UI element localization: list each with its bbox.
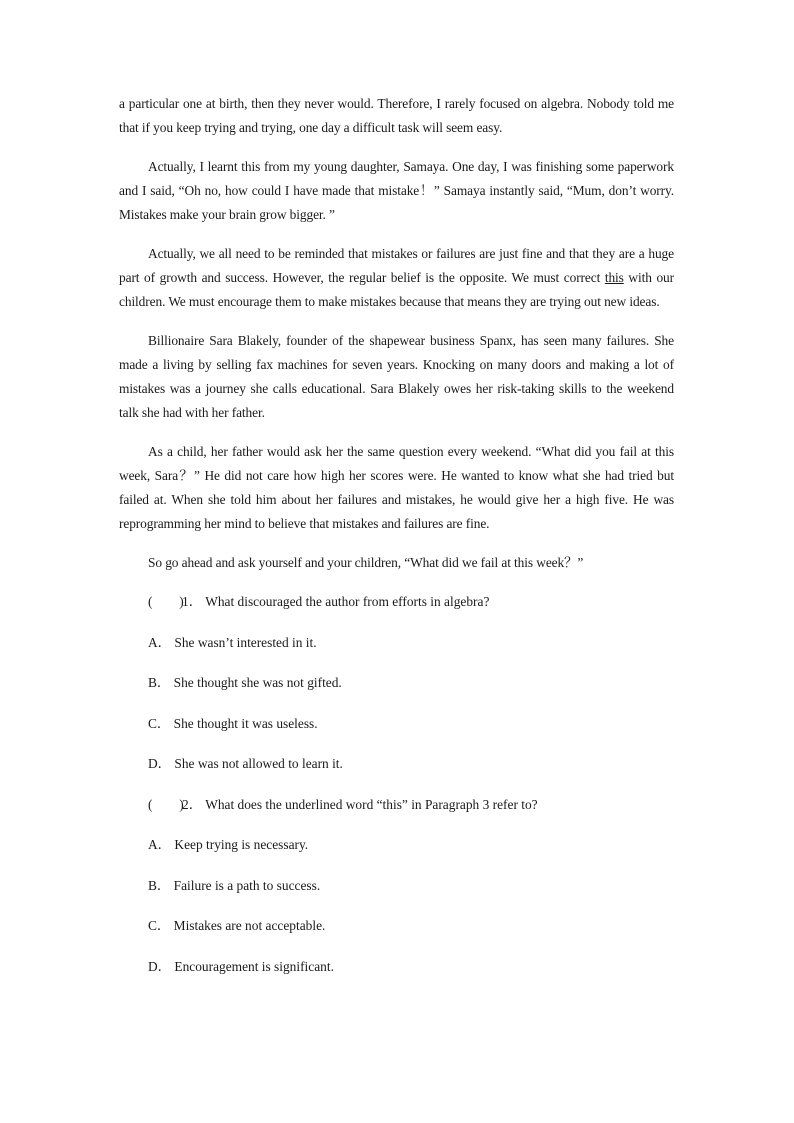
paragraph-father-question: As a child, her father would ask her the same question every weekend. “What did you fail at this week, Sara？” He did not care how high her scores were. He wanted to know what she had tried but failed at. When she told him about her failures and mistakes, he would give her a high five. He was reprogramming her mind to believe that mistakes and failures are fine. [119,444,674,531]
paragraph-continuation: a particular one at birth, then they never would. Therefore, I rarely focused on algebra. Nobody told me that if you keep trying and trying, one day a difficult task will seem easy. [119,96,674,135]
paragraph-text-before: Actually, we all need to be reminded that mistakes or failures are just fine and that they are a huge part of growth and success. However, the regular belief is the opposite. We must correct [119,246,674,285]
paragraph-text-after: with our children. We must encourage them to make mistakes because that means they are trying out new ideas. [119,270,675,309]
option-a: A． Keep trying is necessary. [148,837,309,852]
option-a: A． She wasn’t interested in it. [148,634,317,650]
question-stem [148,793,674,818]
paragraph-mistakes-fine [119,242,674,314]
option-b: B． Failure is a path to success. [148,877,321,893]
question-2 [119,793,674,980]
paragraph-conclusion: So go ahead and ask yourself and your children, “What did we fail at this week？” [148,555,584,570]
paragraph-samaya: Actually, I learnt this from my young daughter, Samaya. One day, I was finishing some paperwork and I said, “Oh no, how could I have made that mistake！” Samaya instantly said, “Mum, don’t worry. Mistakes make your brain grow bigger. ” [119,159,674,222]
question-1 [119,590,674,777]
answer-blank[interactable]: ( ) [148,796,184,812]
option-d: D． Encouragement is significant. [148,958,334,974]
paragraph-sara-blakely: Billionaire Sara Blakely, founder of the shapewear business Spanx, has seen many failures. She made a living by selling fax machines for seven years. Knocking on many doors and making a lot of mistakes was a journey she calls educational. Sara Blakely owes her risk-taking skills to the weekend talk she had with her father. [119,333,674,420]
question-stem [148,590,674,615]
underlined-word-this: this [604,270,624,285]
option-c: C． Mistakes are not acceptable. [148,918,326,933]
question-text: 2． What does the underlined word “this” in Paragraph 3 refer to? [182,796,538,812]
option-d: D． She was not allowed to learn it. [148,756,343,771]
option-c: C． She thought it was useless. [148,715,318,731]
option-b: B． She thought she was not gifted. [148,675,342,690]
document-page [119,92,674,995]
question-text: 1． What discouraged the author from efforts in algebra? [182,594,490,609]
answer-blank[interactable]: ( ) [148,594,184,609]
